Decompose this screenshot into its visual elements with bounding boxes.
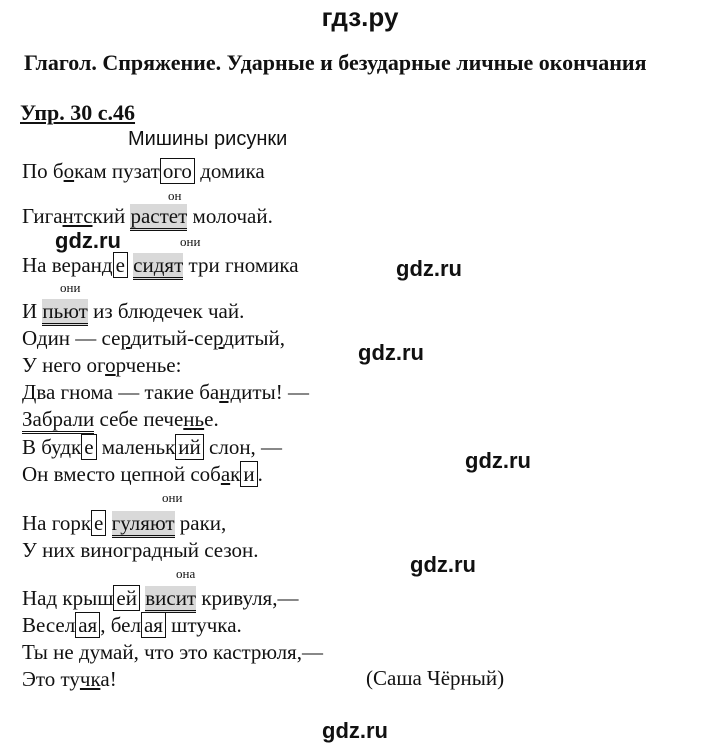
underlined-letter: р — [213, 326, 224, 350]
exercise-label: Упр. 30 с.46 — [20, 100, 136, 125]
text: штучка. — [165, 613, 242, 637]
pronoun-note: они — [180, 234, 201, 249]
watermark: gdz.ru — [410, 552, 476, 577]
text: а! — [100, 667, 117, 691]
text: Гига — [22, 204, 63, 228]
text: рченье: — [115, 353, 182, 377]
ending-box: е — [113, 252, 128, 278]
ending-box: е — [81, 434, 96, 460]
poem-line — [22, 585, 298, 611]
predicate-verb: растет — [130, 204, 187, 231]
poem-author: (Саша Чёрный) — [366, 666, 505, 690]
predicate-verb: Забрали — [22, 407, 94, 434]
ending-box: ая — [75, 612, 100, 638]
text: дитый, — [223, 326, 285, 350]
ending-box: ей — [113, 585, 140, 611]
watermark: gdz.ru — [322, 718, 388, 743]
text: маленьк — [96, 435, 176, 459]
text: На веранд — [22, 253, 113, 277]
predicate-verb: висит — [145, 586, 196, 613]
poem-line — [22, 510, 226, 536]
predicate-verb: гуляют — [112, 511, 175, 538]
text — [106, 511, 111, 535]
underlined-letters: нд — [219, 380, 242, 404]
poem-line — [22, 434, 282, 460]
pronoun-note: они — [162, 490, 183, 505]
ending-box: ая — [141, 612, 166, 638]
text: домика — [194, 159, 265, 183]
text: , бел — [100, 613, 141, 637]
pronoun-note: она — [176, 566, 196, 581]
poem-line — [22, 158, 265, 184]
ending-box: ого — [160, 158, 195, 184]
text: По б — [22, 159, 64, 183]
predicate-verb: сидят — [133, 253, 183, 280]
poem-line — [22, 203, 273, 229]
text: кам пузат — [74, 159, 160, 183]
page-heading: Глагол. Спряжение. Ударные и безударные личные окончания — [24, 50, 647, 75]
watermark: gdz.ru — [396, 256, 462, 281]
underlined-letters: нтс — [62, 204, 93, 228]
poem-line — [22, 298, 244, 324]
poem-line — [22, 325, 285, 351]
poem-title: Мишины рисунки — [128, 128, 288, 150]
text: . — [257, 462, 263, 486]
text: На горк — [22, 511, 92, 535]
text: три гномика — [183, 253, 299, 277]
text: Это ту — [22, 667, 80, 691]
text: Он вместо цепной соб — [22, 462, 221, 486]
watermark: gdz.ru — [358, 340, 424, 365]
poem-line — [22, 352, 181, 378]
poem-line — [22, 379, 309, 405]
poem-line — [22, 612, 242, 638]
text: слон, — — [203, 435, 283, 459]
stressed-vowel: о — [63, 159, 75, 183]
watermark: gdz.ru — [465, 448, 531, 473]
text: Над крыш — [22, 586, 114, 610]
text: дитый-се — [130, 326, 214, 350]
text: кий — [92, 204, 131, 228]
ending-box: и — [240, 461, 257, 487]
text: кривуля,— — [196, 586, 299, 610]
underlined-letters: нь — [183, 407, 205, 431]
text: молочай. — [187, 204, 273, 228]
poem-line — [22, 252, 299, 278]
watermark: gdz.ru — [55, 228, 121, 253]
text: е. — [204, 407, 219, 431]
text: себе пече — [94, 407, 184, 431]
text: Один — се — [22, 326, 121, 350]
text: У него ог — [22, 353, 106, 377]
underlined-letter: а — [220, 462, 231, 486]
site-header: гдз.ру — [321, 2, 399, 32]
text: У них виноградный сезон. — [22, 538, 259, 562]
pronoun-note: он — [168, 188, 182, 203]
pronoun-note: они — [60, 280, 81, 295]
poem-line — [22, 461, 263, 487]
text: В будк — [22, 435, 82, 459]
predicate-verb: пьют — [42, 299, 87, 326]
underlined-letters: чк — [79, 667, 101, 691]
ending-box: ий — [175, 434, 203, 460]
ending-box: е — [91, 510, 106, 536]
text: Весел — [22, 613, 76, 637]
poem-line — [22, 666, 117, 692]
text: Два гнома — такие ба — [22, 380, 220, 404]
text: раки, — [174, 511, 227, 535]
underlined-letter: р — [120, 326, 131, 350]
text: И — [22, 299, 43, 323]
text: к — [230, 462, 241, 486]
text: Ты не думай, что это кастрюля,— — [22, 640, 323, 664]
text: из блюдечек чай. — [87, 299, 245, 323]
poem-line — [22, 639, 323, 665]
underlined-letter: о — [105, 353, 116, 377]
text: иты! — — [241, 380, 309, 404]
poem-line — [22, 406, 219, 432]
poem-line — [22, 537, 259, 563]
